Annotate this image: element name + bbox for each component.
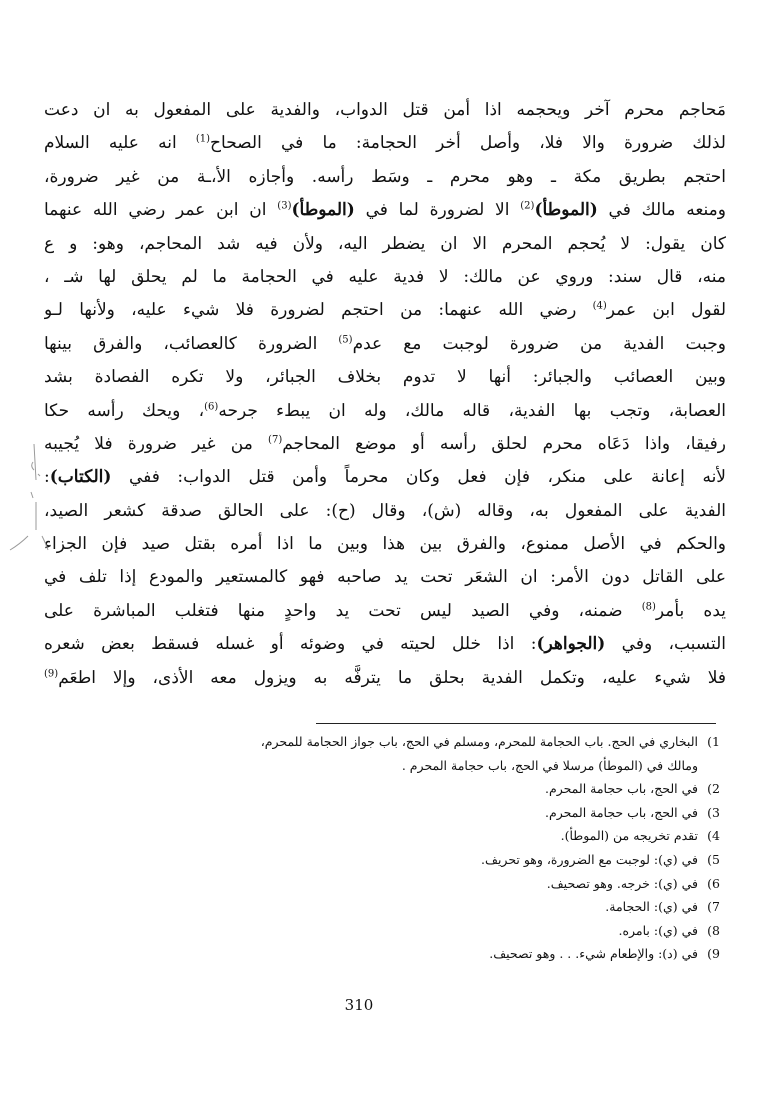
footnote: [60, 942, 720, 966]
text-segment: فلا شيء عليه، وتكمل الفدية بحلق ما يترفَّه به ويزول معه الأذى، وإلا اطعَم: [58, 667, 726, 688]
text-segment: وجبت الفدية من ضرورة لوجبت مع عدم: [352, 333, 726, 354]
body-line: [44, 561, 726, 594]
footnote-ref: (1): [195, 133, 211, 145]
footnote-text: في (ي): الحجامة.: [605, 899, 698, 915]
footnote: [60, 801, 720, 825]
text-segment: (الجواهر): [536, 634, 606, 655]
footnote-text: في (د): والإطعام شيء. . . وهو تصحيف.: [489, 946, 698, 962]
footnote-ref: (5): [338, 334, 353, 346]
footnote-number: 6): [707, 875, 720, 891]
footnote-ref: (9): [44, 667, 59, 679]
footnote: [60, 872, 720, 896]
footnote-number: 7): [707, 899, 720, 915]
footnote-text: في (ي): خرجه. وهو تصحيف.: [546, 875, 698, 891]
footnote: [60, 754, 720, 778]
footnote: [60, 777, 720, 801]
text-segment: لأنه إعانة على منكر، فإن فعل وكان محرماً وأمن قتل الدواب: ففي: [111, 467, 726, 488]
body-line: [44, 628, 726, 661]
footnotes: [60, 730, 720, 966]
footnote-text: في (ي): بامره.: [618, 922, 698, 938]
text-segment: التسبب، وفي: [605, 634, 726, 655]
text-segment: انه عليه السلام: [44, 133, 196, 154]
page-number: 310: [344, 996, 374, 1014]
footnote-ref: (4): [592, 300, 607, 312]
footnote: [60, 895, 720, 919]
footnote-ref: (6): [204, 400, 219, 412]
footnote: [60, 848, 720, 872]
footnote: [60, 824, 720, 848]
text-segment: الا لضرورة لما في: [354, 200, 521, 221]
text-segment: العصابة، وتجب بها الفدية، قاله مالك، وله ان يبطء جرحه: [218, 400, 726, 421]
text-segment: يده بأمر: [655, 600, 726, 621]
body-line: [44, 361, 726, 394]
body-line: [44, 528, 726, 561]
footnote-ref: (3): [277, 200, 292, 212]
text-segment: وبين العصائب والجبائر: أنها لا تدوم بخلاف الجبائر، ولا تكره الفصادة بشد: [44, 367, 726, 388]
body-line: [44, 662, 726, 695]
body-line: [44, 194, 726, 227]
footnote-text: ومالك في (الموطأ) مرسلا في الحج، باب حجامة المحرم .: [401, 757, 698, 773]
text-segment: من غير ضرورة فلا يُجيبه: [44, 433, 269, 454]
text-segment: (الموطأ): [534, 200, 598, 221]
text-segment: الفدية على المفعول به، وقاله (ش)، وقال (ح): على الحالق صدقة كشعر الصيد،: [44, 500, 726, 521]
text-segment: رفيقا، واذا دَعَاه محرم لحلق رأسه أو موضع المحاجم: [282, 433, 726, 454]
footnote-text: في الحج، باب حجامة المحرم.: [545, 781, 698, 797]
text-segment: :: [44, 467, 50, 488]
footnote-ref: (2): [520, 200, 535, 212]
footnote-number: 1): [707, 734, 720, 749]
body-line: [44, 595, 726, 628]
body-line: [44, 328, 726, 361]
text-segment: ، ويحك رأسه حكا: [44, 400, 205, 421]
body-line: [44, 395, 726, 428]
footnote-number: 5): [707, 851, 720, 867]
text-segment: (الموطأ): [291, 200, 355, 221]
body-line: [44, 94, 726, 127]
text-segment: احتجم بطريق مكة ـ وهو محرم ـ وسَط رأسه. وأجازه الأ،ـة من غير ضرورة،: [44, 166, 726, 187]
text-segment: ضمنه، وفي الصيد ليس تحت يد واحدٍ منها فتغلب المباشرة على: [44, 600, 642, 621]
footnote-number: 3): [707, 804, 720, 820]
text-segment: لذلك ضرورة والا فلا، وأصل أخر الحجامة: ما في الصحاح: [210, 133, 726, 154]
text-segment: على القاتل دون الأمر: ان الشعَر تحت يد صاحبه فهو كالمستعير والمودع إذا تلف في: [44, 567, 726, 588]
margin-handwriting-mark: [0, 440, 50, 560]
text-segment: الضرورة كالعصائب، والفرق بينها: [44, 333, 339, 354]
body-line: [44, 161, 726, 194]
footnote-number: 2): [707, 781, 720, 797]
footnote-text: تقدم تخريجه من (الموطأ).: [560, 828, 698, 844]
text-segment: كان يقول: لا يُحجم المحرم الا ان يضطر اليه، ولأن فيه شد المحاجم، وهو: و ع: [44, 233, 726, 254]
text-segment: منه، قال سند: وروي عن مالك: لا فدية عليه في الحجامة ما لم يحلق لها شـ ،: [44, 266, 726, 287]
text-segment: ومنعه مالك في: [597, 200, 726, 221]
footnote-number: 4): [707, 828, 720, 844]
text-segment: مَحاجم محرم آخر ويحجمه اذا أمن قتل الدواب، والفدية على المفعول به ان دعت: [44, 100, 726, 120]
text-segment: (الكتاب): [49, 467, 112, 488]
text-segment: والحكم في الأصل ممنوع، والفرق بين هذا وبين ما اذا أمره بقتل صيد فإن الجزاء: [44, 534, 726, 555]
body-text: [44, 94, 726, 695]
body-line: [44, 228, 726, 261]
footnote-ref: (8): [641, 601, 656, 613]
footnote-number: 8): [707, 922, 720, 938]
text-segment: : اذا خلل لحيته في وضوئه أو غسله فسقط بعض شعره: [44, 634, 537, 655]
footnote: [60, 730, 720, 754]
text-segment: ان ابن عمر رضي الله عنهما: [44, 200, 278, 221]
footnote-ref: (7): [268, 434, 283, 446]
body-line: [44, 495, 726, 528]
footnote: [60, 919, 720, 943]
body-line: [44, 461, 726, 494]
text-segment: لقول ابن عمر: [606, 300, 726, 321]
footnote-text: البخاري في الحج. باب الحجامة للمحرم، ومسلم في الحج، باب جواز الحجامة للمحرم،: [260, 734, 698, 749]
text-segment: رضي الله عنهما: من احتجم لضرورة فلا شيء عليه، ولأنها لـو: [44, 300, 593, 321]
body-line: [44, 428, 726, 461]
footnote-number: 9): [707, 946, 720, 962]
footnote-text: في (ي): لوجبت مع الضرورة، وهو تحريف.: [481, 851, 698, 867]
body-line: [44, 127, 726, 160]
body-line: [44, 261, 726, 294]
footnote-separator: [316, 723, 716, 724]
footnote-text: في الحج، باب حجامة المحرم.: [545, 804, 698, 820]
body-line: [44, 294, 726, 327]
